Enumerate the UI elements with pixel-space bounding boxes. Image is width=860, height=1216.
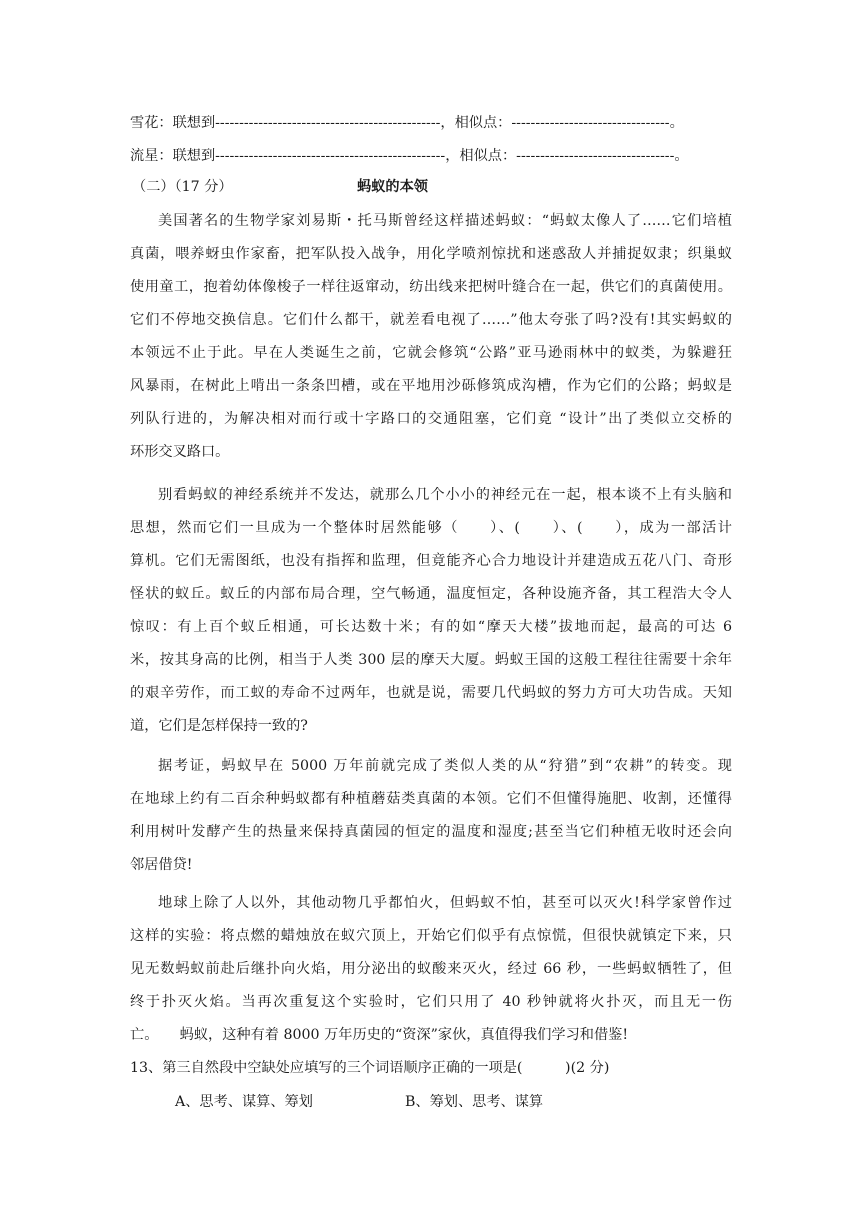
section-label: （二）（17 分） [132, 179, 233, 195]
meteor-association-line: 流星：联想到------------------------------------------------，相似点：---------------------------------。 [130, 148, 689, 164]
paragraph-1-line-2: 真菌，喂养蚜虫作家畜，把军队投入战争，用化学喷剂惊扰和迷惑敌人并捕捉奴隶；织巢蚁 [130, 246, 732, 262]
paragraph-1-line-4: 它们不停地交换信息。它们什么都干，就差看电视了……”他太夸张了吗?没有!其实蚂蚁的 [130, 312, 732, 328]
paragraph-1-line-6: 风暴雨，在树此上啃出一条条凹槽，或在平地用沙砾修筑成沟槽，作为它们的公路；蚂蚁是 [130, 378, 732, 394]
paragraph-2-line-5: 惊叹：有上百个蚁丘相通，可长达数十米；有的如“摩天大楼”拔地而起，最高的可达 6 [130, 619, 732, 635]
paragraph-3-line-3: 利用树叶发酵产生的热量来保持真菌园的恒定的温度和湿度;甚至当它们种植无收时还会向 [130, 824, 732, 840]
paragraph-1-line-1: 美国著名的生物学家刘易斯・托马斯曾经这样描述蚂蚁：“蚂蚁太像人了……它们培植 [158, 213, 732, 229]
snow-association-line: 雪花：联想到-----------------------------------------------，相似点：---------------------------------。 [130, 115, 684, 131]
question-13: 13、第三自然段中空缺处应填写的三个词语顺序正确的一项是( )(2 分) [130, 1060, 610, 1076]
paragraph-3-line-4: 邻居借贷! [130, 857, 193, 873]
paragraph-1-line-5: 本领远不止于此。早在人类诞生之前，它就会修筑“公路”亚马逊雨林中的蚁类，为躲避狂 [130, 345, 732, 361]
paragraph-3-line-1: 据考证，蚂蚁早在 5000 万年前就完成了类似人类的从“狩猎”到“农耕”的转变。现 [158, 758, 732, 774]
paragraph-2-line-4: 怪状的蚁丘。蚁丘的内部布局合理，空气畅通，温度恒定，各种设施齐备，其工程浩大令人 [130, 586, 732, 602]
paragraph-1-line-7: 列队行进的，为解决相对而行或十字路口的交通阻塞，它们竟 “设计”出了类似立交桥的 [130, 411, 732, 427]
paragraph-1-line-8: 环形交叉路口。 [130, 444, 230, 460]
paragraph-4-line-1: 地球上除了人以外，其他动物几乎都怕火，但蚂蚁不怕，甚至可以灭火!科学家曾作过 [158, 895, 732, 911]
paragraph-4-line-2: 这样的实验：将点燃的蜡烛放在蚁穴顶上，开始它们似乎有点惊慌，但很快就镇定下来，只 [130, 928, 732, 944]
paragraph-4-line-4: 终于扑灭火焰。当再次重复这个实验时，它们只用了 40 秒钟就将火扑灭，而且无一伤 [130, 994, 732, 1010]
paragraph-4-line-5: 亡。 蚂蚁，这种有着 8000 万年历史的“资深”家伙，真值得我们学习和借鉴! [130, 1027, 629, 1043]
paragraph-2-line-1: 别看蚂蚁的神经系统并不发达，就那么几个小小的神经元在一起，根本谈不上有头脑和 [158, 487, 732, 503]
paragraph-2-line-7: 的艰辛劳作，而工蚁的寿命不过两年，也就是说，需要几代蚂蚁的努力方可大功告成。天知 [130, 685, 732, 701]
paragraph-2-line-3: 算机。它们无需图纸，也没有指挥和监理，但竟能齐心合力地设计并建造成五花八门、奇形 [130, 553, 732, 569]
paragraph-3-line-2: 在地球上约有二百余种蚂蚁都有种植蘑菇类真菌的本领。它们不但懂得施肥、收割，还懂得 [130, 791, 732, 807]
article-title: 蚂蚁的本领 [357, 179, 428, 195]
paragraph-1-line-3: 使用童工，抱着幼体像梭子一样往返窜动，纺出线来把树叶缝合在一起，供它们的真菌使用。 [130, 279, 732, 295]
paragraph-2-line-6: 米，按其身高的比例，相当于人类 300 层的摩天大厦。蚂蚁王国的这般工程往往需要十余年 [130, 652, 732, 668]
paragraph-4-line-3: 见无数蚂蚁前赴后继扑向火焰，用分泌出的蚁酸来灭火，经过 66 秒，一些蚂蚁牺牲了，但 [130, 961, 732, 977]
paragraph-2-line-8: 道，它们是怎样保持一致的? [130, 718, 308, 734]
option-b: B、筹划、思考、谋算 [405, 1094, 544, 1110]
option-a: A、思考、谋算、筹划 [175, 1094, 313, 1110]
paragraph-2-line-2: 思想，然而它们一旦成为一个整体时居然能够（ ）、( ）、( ），成为一部活计 [130, 520, 732, 536]
